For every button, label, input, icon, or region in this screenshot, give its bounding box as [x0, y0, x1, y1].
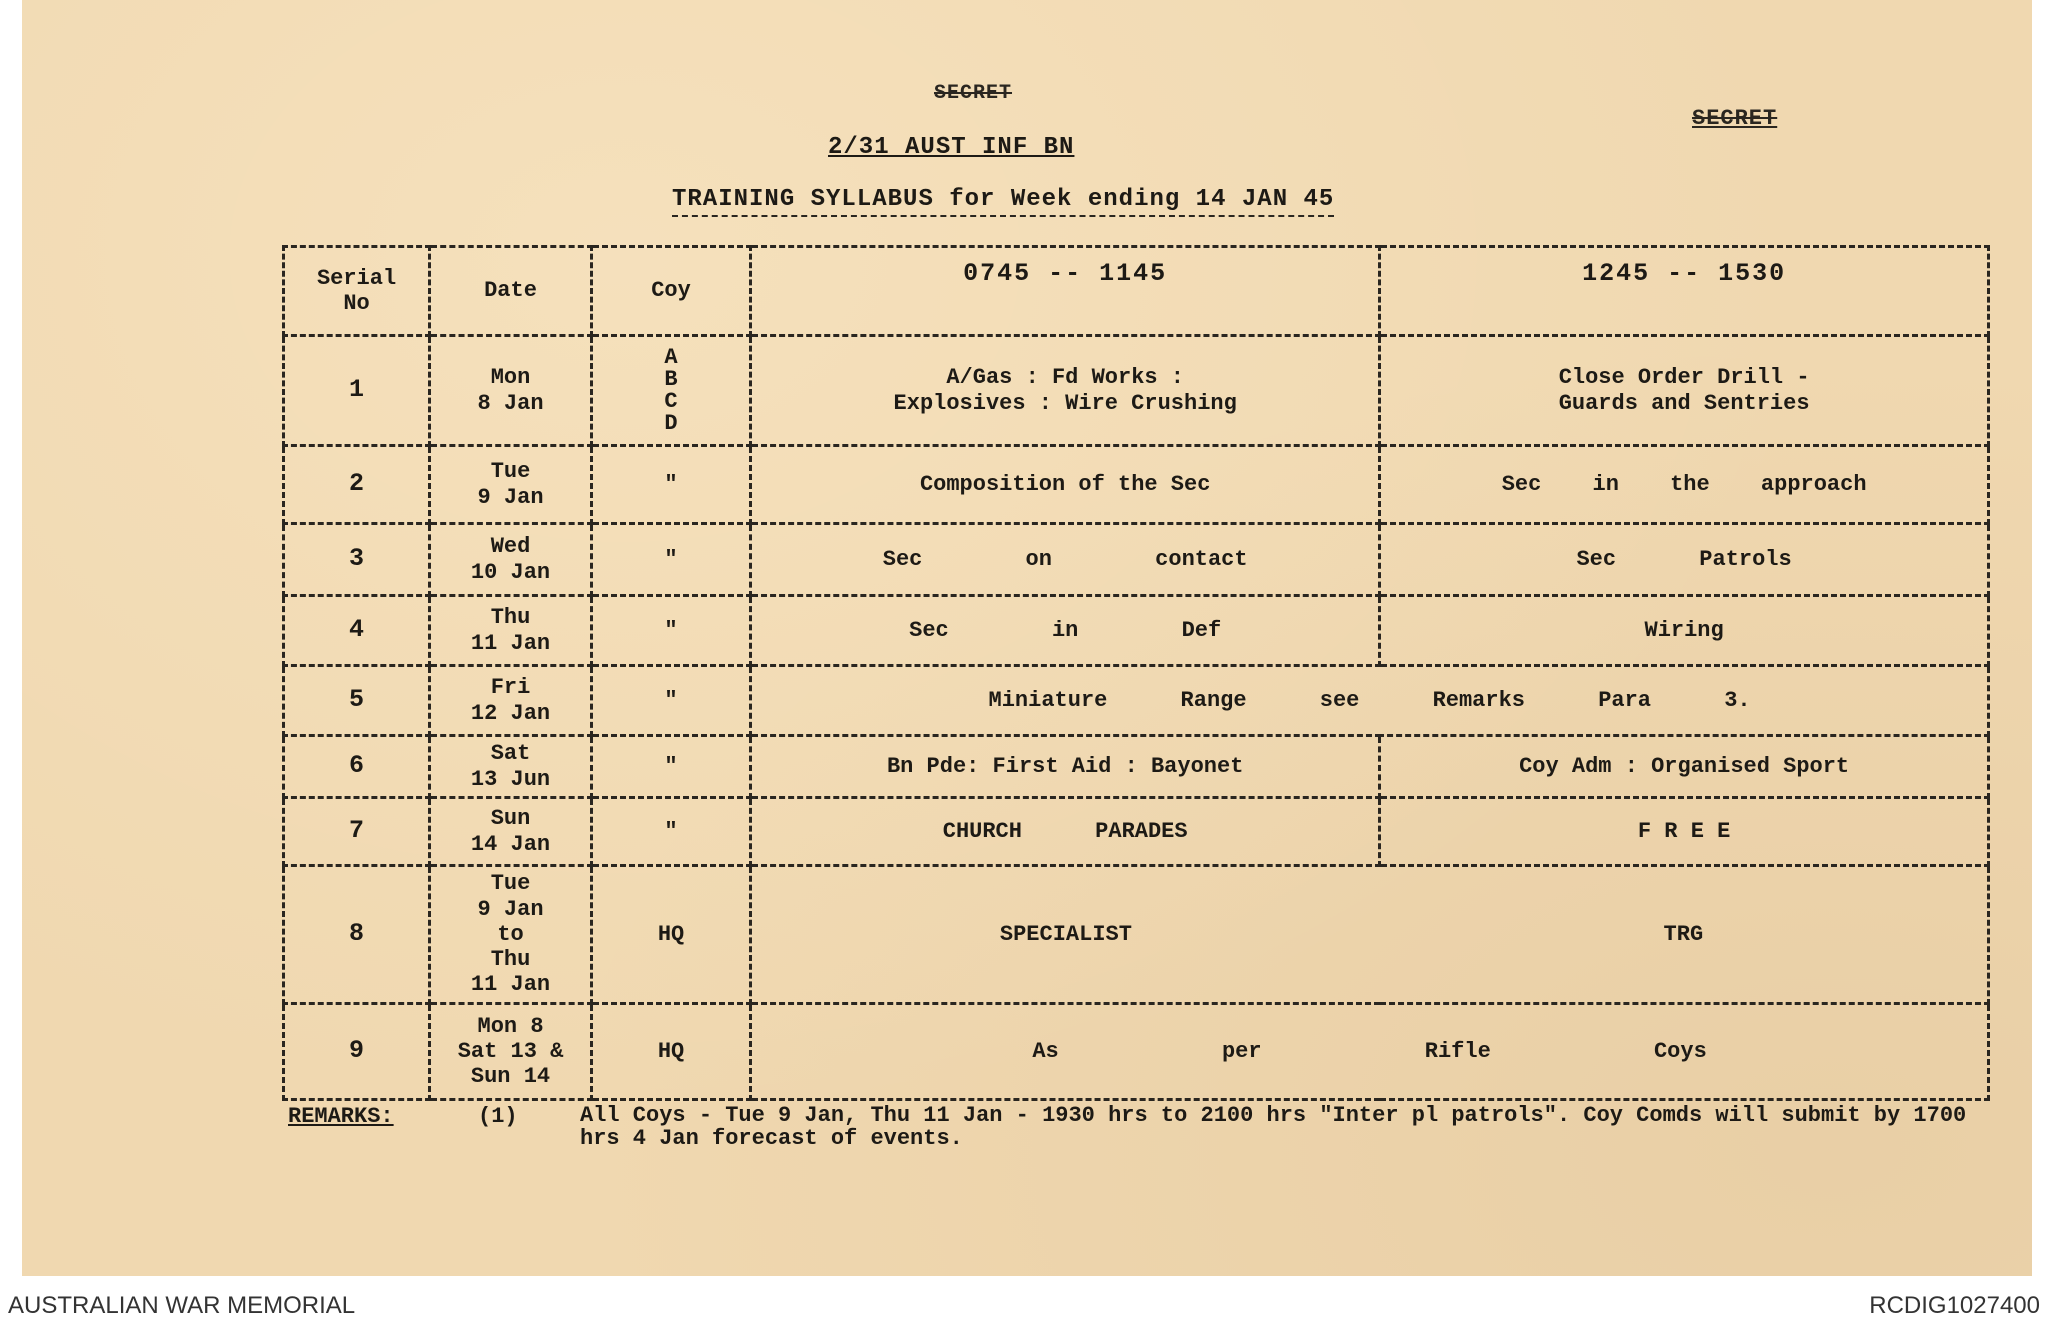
- afternoon-cell: Wiring: [1380, 596, 1989, 666]
- serial-cell: 5: [284, 666, 430, 736]
- coy-cell: ": [591, 666, 750, 736]
- table-row: [284, 524, 1989, 596]
- column-header-serial: Serial No: [284, 247, 430, 336]
- serial-cell: 8: [284, 866, 430, 1004]
- afternoon-cell: Coy Adm : Organised Sport: [1380, 736, 1989, 798]
- serial-cell: 3: [284, 524, 430, 596]
- secret-stamp-right: SECRET: [1692, 106, 1778, 131]
- serial-cell: 2: [284, 446, 430, 524]
- table-header-row: [284, 247, 1989, 336]
- afternoon-cell: TRG: [1380, 866, 1989, 1004]
- table-row: [284, 336, 1989, 446]
- archive-footer: [0, 1276, 2048, 1332]
- date-cell: Wed 10 Jan: [430, 524, 592, 596]
- morning-cell: Composition of the Sec: [751, 446, 1380, 524]
- serial-cell: 7: [284, 798, 430, 866]
- coy-cell: ": [591, 596, 750, 666]
- coy-cell: ": [591, 798, 750, 866]
- date-cell: Tue 9 Jan: [430, 446, 592, 524]
- morning-cell: Sec on contact: [751, 524, 1380, 596]
- archive-name: AUSTRALIAN WAR MEMORIAL: [8, 1292, 356, 1319]
- column-header-date: Date: [430, 247, 592, 336]
- full-day-cell: As per Rifle Coys: [751, 1004, 1989, 1100]
- date-cell: Mon 8 Jan: [430, 336, 592, 446]
- serial-cell: 6: [284, 736, 430, 798]
- table-row: [284, 596, 1989, 666]
- date-cell: Mon 8 Sat 13 & Sun 14: [430, 1004, 592, 1100]
- date-cell: Tue 9 Jan to Thu 11 Jan: [430, 866, 592, 1004]
- date-cell: Thu 11 Jan: [430, 596, 592, 666]
- remarks-label: REMARKS:: [288, 1104, 394, 1129]
- coy-cell: HQ: [591, 866, 750, 1004]
- serial-cell: 1: [284, 336, 430, 446]
- serial-cell: 4: [284, 596, 430, 666]
- table-row: [284, 666, 1989, 736]
- date-cell: Sat 13 Jun: [430, 736, 592, 798]
- morning-cell: CHURCH PARADES: [751, 798, 1380, 866]
- table-row: [284, 1004, 1989, 1100]
- afternoon-cell: Sec Patrols: [1380, 524, 1989, 596]
- coy-cell: ": [591, 446, 750, 524]
- coy-cell: HQ: [591, 1004, 750, 1100]
- unit-heading: 2/31 AUST INF BN: [828, 134, 1075, 161]
- remarks-number: (1): [478, 1104, 518, 1129]
- table-row: [284, 798, 1989, 866]
- afternoon-cell: Sec in the approach: [1380, 446, 1989, 524]
- column-header-coy: Coy: [591, 247, 750, 336]
- column-header-morning: 0745 -- 1145: [751, 247, 1380, 336]
- remarks-text: All Coys - Tue 9 Jan, Thu 11 Jan - 1930 hrs to 2100 hrs "Inter pl patrols". Coy Comds will submit by 1700 hrs 4 Jan forecast of events.: [580, 1103, 1967, 1152]
- document-title: TRAINING SYLLABUS for Week ending 14 JAN 45: [672, 186, 1334, 217]
- coy-cell: ": [591, 736, 750, 798]
- afternoon-cell: F R E E: [1380, 798, 1989, 866]
- serial-cell: 9: [284, 1004, 430, 1100]
- table-row: [284, 866, 1989, 1004]
- morning-cell: SPECIALIST: [751, 866, 1380, 1004]
- morning-cell: Sec in Def: [751, 596, 1380, 666]
- secret-stamp-top: SECRET: [934, 82, 1013, 105]
- afternoon-cell: Close Order Drill - Guards and Sentries: [1380, 336, 1989, 446]
- coy-cell: ": [591, 524, 750, 596]
- morning-cell: Bn Pde: First Aid : Bayonet: [751, 736, 1380, 798]
- date-cell: Fri 12 Jan: [430, 666, 592, 736]
- full-day-cell: Miniature Range see Remarks Para 3.: [751, 666, 1989, 736]
- archive-reference: RCDIG1027400: [1869, 1292, 2040, 1319]
- table-row: [284, 446, 1989, 524]
- table-row: [284, 736, 1989, 798]
- column-header-afternoon: 1245 -- 1530: [1380, 247, 1989, 336]
- coy-cell: A B C D: [591, 336, 750, 446]
- morning-cell: A/Gas : Fd Works : Explosives : Wire Crushing: [751, 336, 1380, 446]
- date-cell: Sun 14 Jan: [430, 798, 592, 866]
- training-syllabus-table: [282, 245, 1990, 1101]
